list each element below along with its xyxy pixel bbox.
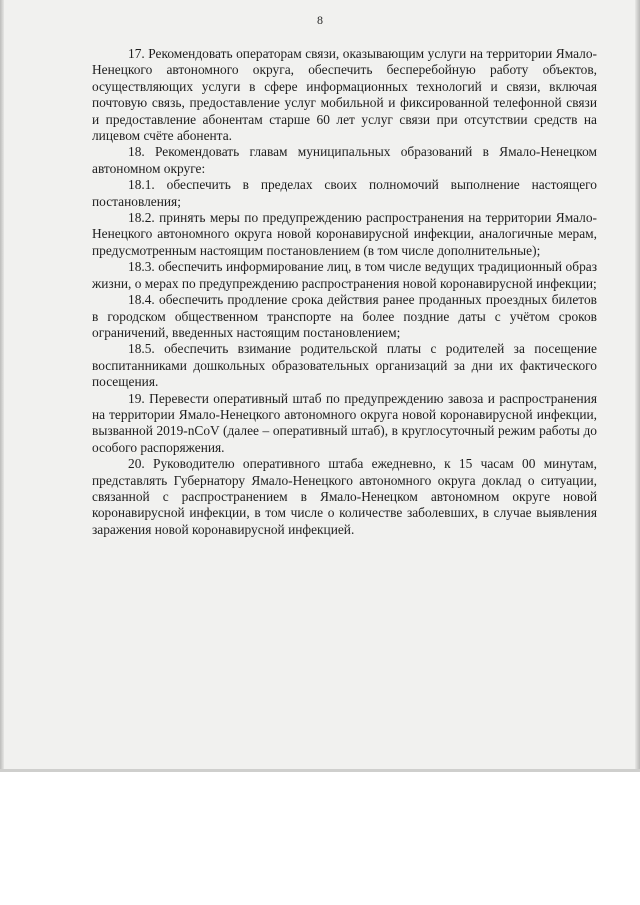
- paragraph-18-4: 18.4. обеспечить продление срока действия ранее проданных проездных билетов в городском общественном транспорте на более поздние даты с учётом сроков ограничений, введенных настоящим постановлением;: [92, 292, 597, 340]
- page-edge-left: [0, 0, 4, 772]
- paragraph-18-1: 18.1. обеспечить в пределах своих полномочий выполнение настоящего постановления;: [92, 177, 597, 209]
- paragraph-18-2: 18.2. принять меры по предупреждению распространения на территории Ямало-Ненецкого автономного округа новой коронавирусной инфекции, аналогичные мерам, предусмотренным настоящим постановлением (в том числе дополнительные);: [92, 210, 597, 258]
- page-edge-right: [635, 0, 640, 772]
- paragraph-20: 20. Руководителю оперативного штаба ежедневно, к 15 часам 00 минутам, представлять Губернатору Ямало-Ненецкого автономного округа доклад о ситуации, связанной с распространением в Ямало-Ненецком автономном округе новой коронавирусной инфекции, в том числе о количестве заболевших, в случае выявления заражения новой коронавирусной инфекцией.: [92, 456, 597, 537]
- paragraph-18: 18. Рекомендовать главам муниципальных образований в Ямало-Ненецком автономном округе:: [92, 144, 597, 176]
- paragraph-17: 17. Рекомендовать операторам связи, оказывающим услуги на территории Ямало-Ненецкого автономного округа, обеспечить бесперебойную работу объектов, осуществляющих услуги в сфере информационных технологий и связи, включая почтовую связь, предоставление услуг мобильной и фиксированной телефонной связи и предоставление абонентам старше 60 лет услуг связи при отсутствии средств на лицевом счёте абонента.: [92, 46, 597, 144]
- paragraph-18-5: 18.5. обеспечить взимание родительской платы с родителей за посещение воспитанниками дошкольных образовательных организаций за дни их фактического посещения.: [92, 341, 597, 390]
- page-number: 8: [317, 13, 323, 27]
- document-body: [92, 46, 597, 538]
- page-edge-bottom: [0, 769, 640, 772]
- paragraph-18-3: 18.3. обеспечить информирование лиц, в том числе ведущих традиционный образ жизни, о мерах по предупреждению распространения новой коронавирусной инфекции;: [92, 259, 597, 291]
- paragraph-19: 19. Перевести оперативный штаб по предупреждению завоза и распространения на территории Ямало-Ненецкого автономного округа новой коронавирусной инфекции, вызванной 2019-nCoV (далее – оперативный штаб), в круглосуточный режим работы до особого распоряжения.: [92, 390, 597, 455]
